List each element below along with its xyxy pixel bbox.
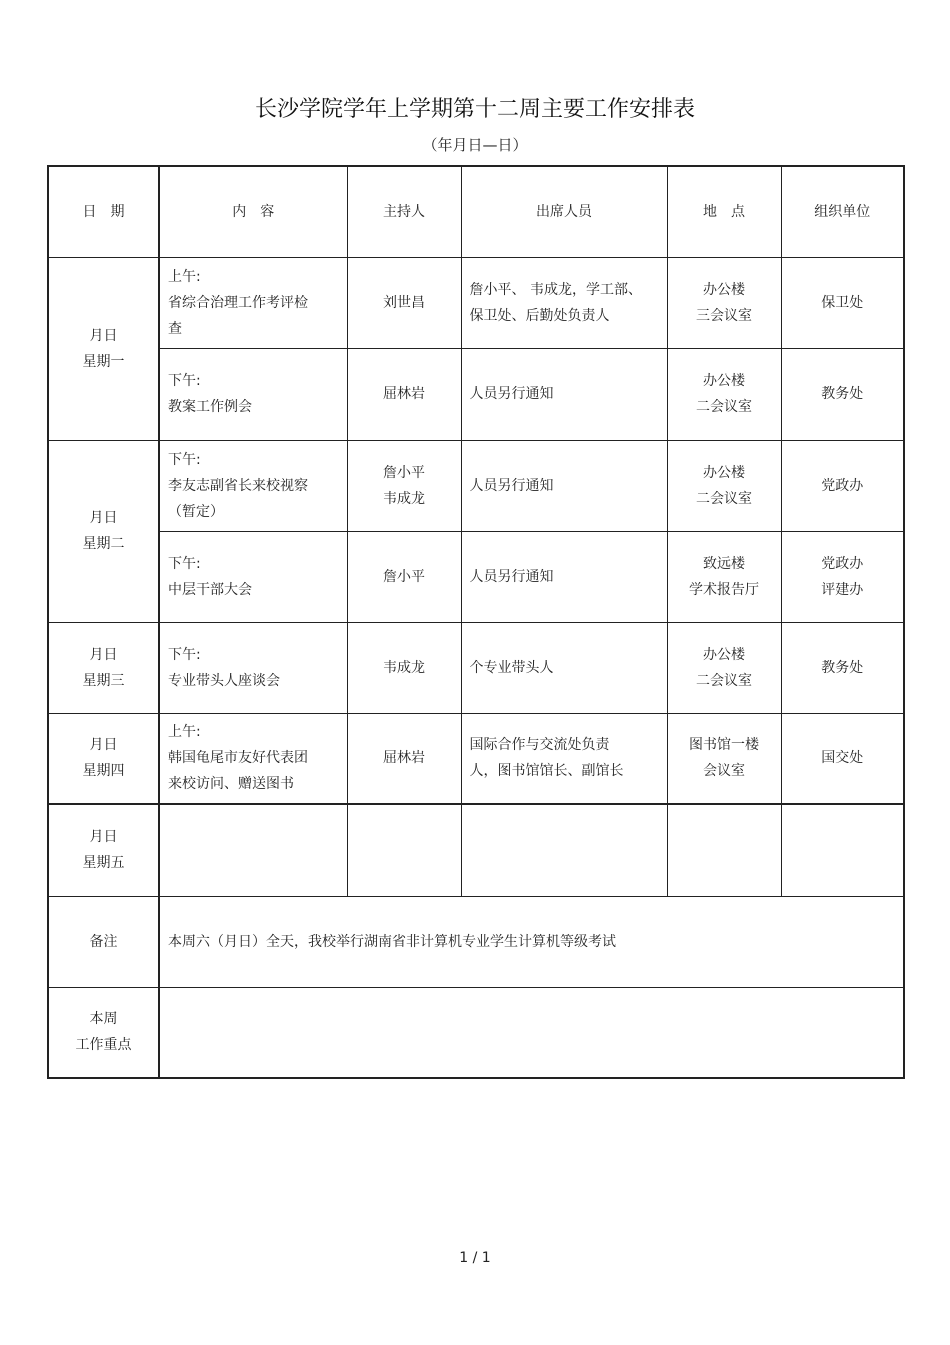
location-cell	[667, 348, 781, 440]
organizer-cell	[781, 531, 904, 622]
date-text: 月日	[89, 737, 118, 754]
remarks-label: 备注	[48, 896, 159, 987]
header-organizer: 组织单位	[781, 166, 904, 257]
date-range-subtitle: （年月日—日）	[422, 136, 528, 154]
host-text: 韦成龙	[383, 490, 425, 507]
organizer-cell	[781, 622, 904, 713]
content-text: 李友志副省长来校视察	[168, 477, 308, 494]
attendees-cell	[461, 622, 667, 713]
content-text: 教案工作例会	[168, 399, 252, 415]
weekday-text: 星期一	[82, 353, 125, 370]
organizer-text: 教务处	[821, 386, 864, 402]
content-text: 上午:	[168, 268, 201, 285]
location-text: 学术报告厅	[689, 581, 759, 598]
attendees-cell	[461, 348, 667, 440]
date-cell	[48, 622, 159, 713]
schedule-row	[48, 713, 904, 804]
content-cell	[159, 804, 347, 896]
content-cell	[159, 257, 347, 348]
date-cell	[48, 713, 159, 804]
attendees-cell	[461, 440, 667, 531]
location-text: 办公楼	[703, 373, 745, 389]
content-text: 中层干部大会	[168, 581, 252, 598]
content-text: 下午:	[168, 451, 201, 468]
attendees-cell	[461, 531, 667, 622]
schedule-row	[48, 440, 904, 531]
date-text: 月日	[89, 510, 118, 526]
location-cell	[667, 257, 781, 348]
schedule-row	[48, 348, 904, 440]
content-text: 省综合治理工作考评检	[168, 294, 308, 311]
remarks-row	[48, 896, 904, 987]
attendees-text: 保卫处、后勤处负责人	[469, 307, 610, 324]
location-text: 致远楼	[703, 555, 745, 572]
header-host: 主持人	[347, 166, 461, 257]
attendees-text: 詹小平、 韦成龙，学工部、	[469, 281, 642, 298]
organizer-cell	[781, 713, 904, 804]
content-text: 下午:	[168, 646, 201, 663]
organizer-cell	[781, 804, 904, 896]
content-text: 专业带头人座谈会	[168, 672, 280, 689]
date-cell	[48, 257, 159, 440]
organizer-text: 党政办	[821, 477, 864, 494]
weekday-text: 星期五	[82, 855, 125, 872]
host-text: 屈林岩	[383, 386, 425, 402]
content-text: 来校访问、赠送图书	[168, 776, 294, 793]
organizer-cell	[781, 257, 904, 348]
content-cell	[159, 348, 347, 440]
date-text: 月日	[89, 327, 118, 344]
host-text: 屈林岩	[383, 750, 425, 767]
weekday-text: 星期二	[82, 536, 125, 552]
date-text: 月日	[89, 646, 118, 663]
location-cell	[667, 440, 781, 531]
organizer-text: 教务处	[821, 659, 864, 676]
organizer-text: 国交处	[821, 750, 864, 767]
content-text: 查	[168, 320, 182, 337]
attendees-text: 人员另行通知	[469, 477, 554, 494]
organizer-cell	[781, 440, 904, 531]
content-cell	[159, 440, 347, 531]
organizer-text: 保卫处	[821, 294, 864, 311]
organizer-text: 党政办	[821, 555, 864, 572]
location-text: 办公楼	[703, 646, 745, 663]
organizer-cell	[781, 348, 904, 440]
attendees-cell	[461, 713, 667, 804]
remarks-text: 本周六（月日）全天，我校举行湖南省非计算机专业学生计算机等级考试	[159, 896, 904, 987]
host-cell	[347, 257, 461, 348]
host-cell	[347, 440, 461, 531]
header-row	[48, 166, 904, 257]
location-text: 图书馆一楼	[689, 737, 759, 754]
location-cell	[667, 804, 781, 896]
content-cell	[159, 622, 347, 713]
location-text: 二会议室	[696, 399, 752, 415]
location-text: 会议室	[703, 763, 745, 780]
header-content: 内 容	[159, 166, 347, 257]
host-text: 詹小平	[383, 568, 425, 585]
host-cell	[347, 348, 461, 440]
attendees-cell	[461, 804, 667, 896]
location-cell	[667, 531, 781, 622]
date-cell	[48, 440, 159, 622]
organizer-text: 评建办	[821, 581, 864, 598]
schedule-row	[48, 804, 904, 896]
header-date: 日 期	[48, 166, 159, 257]
page-title: 长沙学院学年上学期第十二周主要工作安排表	[254, 97, 695, 122]
host-text: 詹小平	[383, 464, 425, 481]
host-cell	[347, 531, 461, 622]
focus-text	[159, 987, 904, 1078]
date-text: 月日	[89, 829, 118, 846]
content-text: 韩国龟尾市友好代表团	[168, 750, 308, 767]
location-text: 办公楼	[703, 464, 745, 481]
content-text: 上午:	[168, 724, 201, 741]
focus-label	[48, 987, 159, 1078]
host-text: 韦成龙	[383, 659, 425, 676]
focus-label-line2: 工作重点	[75, 1037, 132, 1054]
page-number: 1 / 1	[459, 1250, 491, 1266]
host-text: 刘世昌	[383, 294, 425, 311]
content-cell	[159, 713, 347, 804]
attendees-text: 人，图书馆馆长、副馆长	[469, 763, 624, 780]
location-cell	[667, 713, 781, 804]
header-attendees: 出席人员	[461, 166, 667, 257]
date-cell	[48, 804, 159, 896]
focus-label-line1: 本周	[89, 1011, 118, 1028]
weekday-text: 星期四	[82, 763, 125, 780]
focus-row	[48, 987, 904, 1078]
weekday-text: 星期三	[82, 672, 125, 689]
content-text: 下午:	[168, 373, 201, 389]
schedule-row	[48, 531, 904, 622]
attendees-text: 国际合作与交流处负责	[469, 737, 610, 754]
header-location: 地 点	[667, 166, 781, 257]
content-text: （暂定）	[168, 503, 224, 520]
attendees-text: 人员另行通知	[469, 568, 554, 585]
attendees-text: 人员另行通知	[469, 386, 554, 402]
location-text: 二会议室	[696, 672, 752, 689]
host-cell	[347, 713, 461, 804]
location-text: 三会议室	[696, 307, 752, 324]
schedule-table	[47, 165, 905, 1079]
content-text: 下午:	[168, 555, 201, 572]
content-cell	[159, 531, 347, 622]
host-cell	[347, 622, 461, 713]
schedule-row	[48, 622, 904, 713]
location-text: 二会议室	[696, 490, 752, 507]
location-text: 办公楼	[703, 281, 745, 298]
host-cell	[347, 804, 461, 896]
attendees-cell	[461, 257, 667, 348]
schedule-row	[48, 257, 904, 348]
location-cell	[667, 622, 781, 713]
attendees-text: 个专业带头人	[469, 659, 554, 676]
